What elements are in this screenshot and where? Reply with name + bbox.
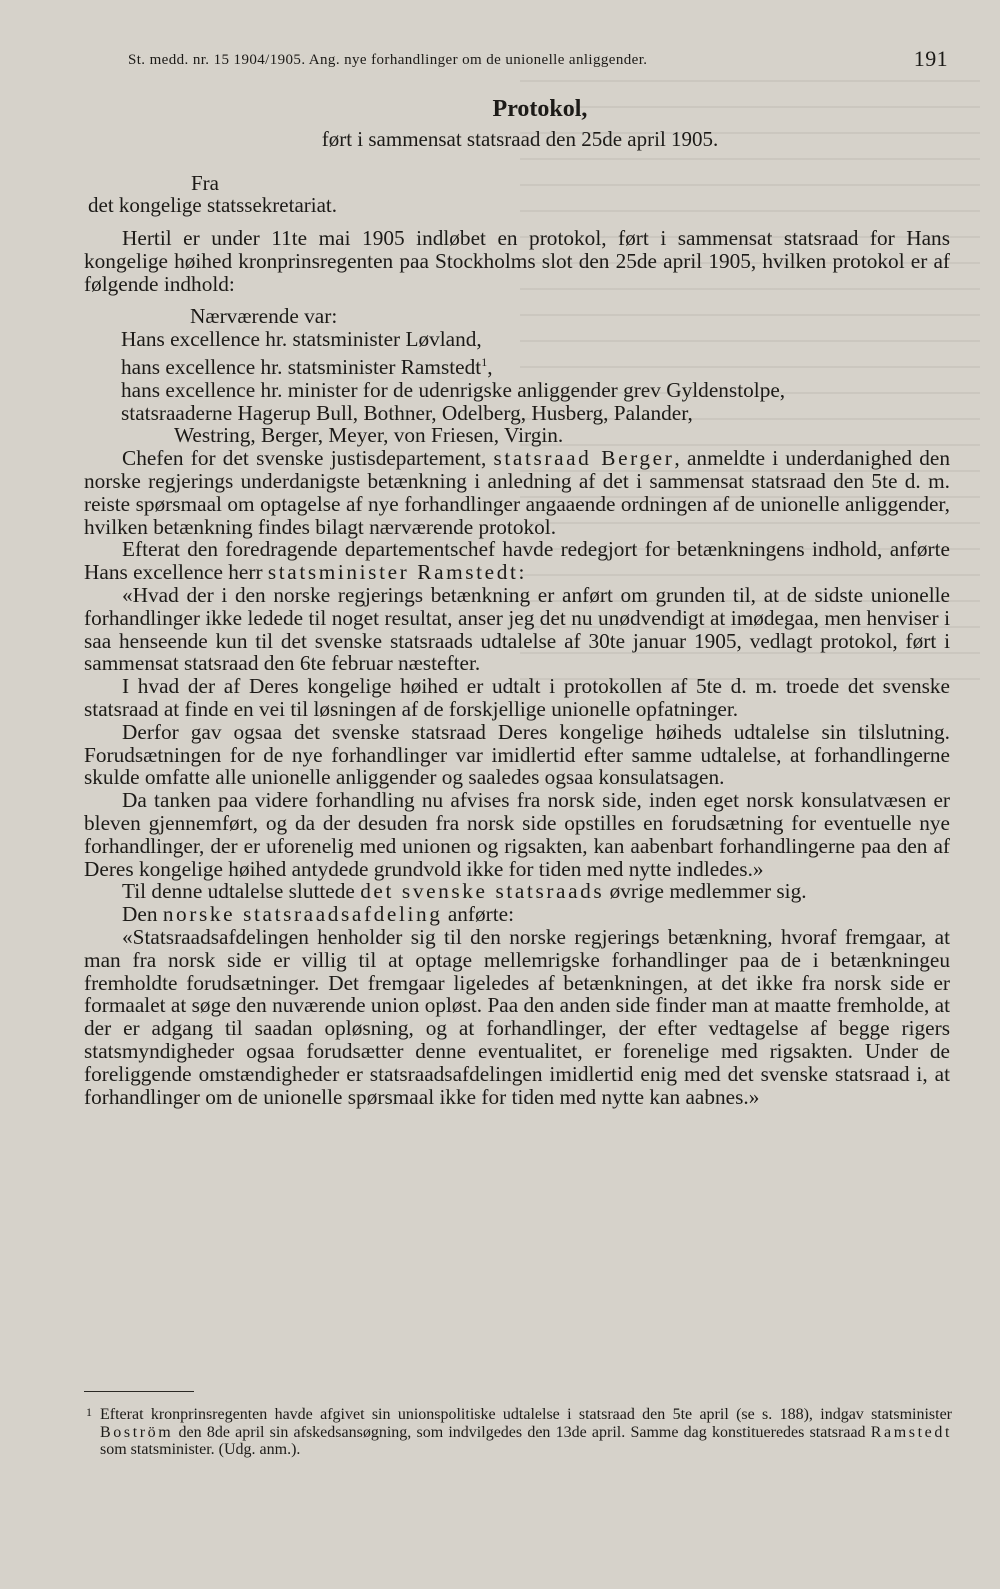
present-line: Hans excellence hr. statsminister Løvland,	[121, 327, 482, 352]
present-heading: Nærværende var:	[190, 304, 338, 329]
from-label: Fra	[191, 171, 219, 195]
paragraph: Den norske statsraadsafdeling anførte:	[122, 902, 515, 927]
present-line: statsraaderne Hagerup Bull, Bothner, Odelberg, Husberg, Palander,	[121, 400, 693, 425]
protocol-subtitle: ført i sammensat statsraad den 25de april 1905.	[321, 127, 719, 151]
paragraph: I hvad der af Deres kongelige høihed er udtalt i protokollen af 5te d. m. troede det svenske statsraad at finde en vei til løsningen af de forskjellige unionelle opfatninger.	[84, 674, 950, 722]
from-office: det kongelige statssekretariat.	[88, 193, 337, 217]
paragraph: Efterat den foredragende departementschef havde redegjort for betænkningens indhold, anførte Hans excellence herr statsminister Ramstedt:	[84, 537, 950, 585]
footnote: 1 Efterat kronprinsregenten havde afgivet sin unionspolitiske udtalelse i statsraad den 5te april (se s. 188), indgav statsminister Boström den 8de april sin afskedsansøgning, som indvilgedes den 13de april. Samme dag konstitueredes statsraad Ramstedt som statsminister. (Udg. anm.).	[86, 1405, 952, 1458]
footnote-rule	[84, 1391, 194, 1392]
footnote-ref: 1	[481, 354, 488, 369]
paragraph: Da tanken paa videre forhandling nu afvises fra norsk side, inden eget norsk konsulatvæsen er bleven gjennemført, og da der desuden fra norsk side opstilles en forudsætning for eventuelle nye forhandlinger, der er uforenelig med unionen og rigsakten, kan aabenbart forhandlingerne paa den af Deres kongelige høihed antydede grundvold ikke for tiden med nytte indledes.»	[84, 788, 950, 881]
body-text	[84, 227, 950, 1108]
paragraph: «Hvad der i den norske regjerings betænkning er anført om grunden til, at de sidste unionelle forhandlinger ikke ledede til noget resultat, anser jeg det nu unødvendigt at imødegaa, men henviser i saa henseende kun til det svenske statsraads udtalelse af 30te januar 1905, vedlagt protokol, ført i sammensat statsraad den 6te februar næstefter.	[84, 583, 950, 676]
paragraph: «Statsraadsafdelingen henholder sig til den norske regjerings betænkning, hvoraf fremgaar, at man fra norsk side er villig til at optage mellemrigske forhandlinger paa de i betænkningeu fremholdte forudsætninger. Det fremgaar ligeledes af betænkningen, at det ikke fra norsk side er formaalet at søge den nuværende union opløst. Paa den anden side finder man at maatte fremholde, at der er adgang til saadan opløsning, og at forhandlinger, der efter vedtagelse af begge rigers statsmyndigheder ogsaa forudsætter denne eventualitet, er forenelige med rigsakten. Under de foreliggende omstændigheder er statsraadsafdelingen imidlertid enig med det svenske statsraad i, at forhandlinger om de unionelle spørsmaal ikke for tiden med nytte kan aabnes.»	[84, 925, 950, 1109]
protocol-title: Protokol,	[492, 96, 588, 122]
paragraphs	[84, 447, 950, 1108]
paragraph: Derfor gav ogsaa det svenske statsraad Deres kongelige høiheds udtalelse sin tilslutning. Forudsætningen for de nye forhandlinger var imidlertid efter samme udtalelse, at forhandlingerne skulde omfatte alle unionelle anliggender og saaledes ogsaa konsulatsagen.	[84, 719, 950, 790]
present-line: hans excellence hr. statsminister Ramstedt$^1$,	[121, 354, 493, 380]
running-head-text: St. medd. nr. 15 1904/1905. Ang. nye forhandlinger om de unionelle anliggender.	[128, 52, 648, 68]
present-line: hans excellence hr. minister for de udenrigske anliggender grev Gyldenstolpe,	[121, 377, 786, 402]
intro-paragraph: Hertil er under 11te mai 1905 indløbet en protokol, ført i sammensat statsraad for Hans kongelige høihed kronprinsregenten paa Stockholms slot den 25de april 1905, hvilken protokol er af følgende indhold:	[84, 226, 950, 296]
running-head	[128, 46, 948, 71]
paragraph: Chefen for det svenske justisdepartement, statsraad Berger, anmeldte i underdanighed den norske regjerings underdanigste betænkning i anledning af det i sammensat statsraad den 5te d. m. reiste spørsmaal om optagelse af nye forhandlinger angaaende ordningen af de unionelle anliggender, hvilken betænkning findes bilagt nærværende protokol.	[84, 446, 950, 539]
present-line: Westring, Berger, Meyer, von Friesen, Virgin.	[174, 423, 564, 448]
paragraph: Til denne udtalelse sluttede det svenske statsraads øvrige medlemmer sig.	[122, 879, 807, 904]
page-number: 191	[913, 46, 948, 71]
present-list	[84, 305, 950, 447]
footnote-mark: 1	[86, 1405, 92, 1419]
